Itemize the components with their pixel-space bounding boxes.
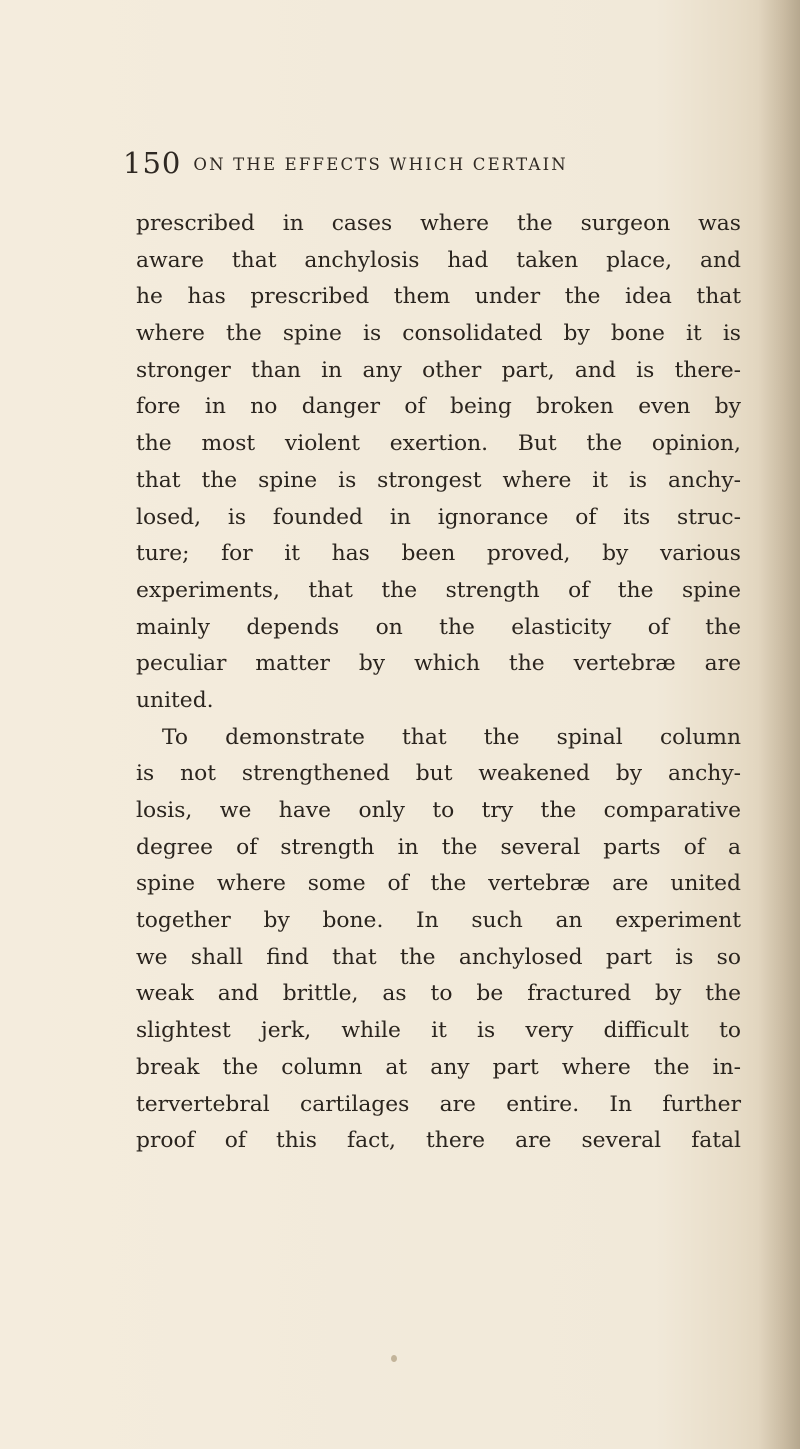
text-line: degree of strength in the several parts of a [136, 834, 741, 860]
page-number: 150 [123, 146, 182, 180]
text-line: losis, we have only to try the comparative [136, 798, 741, 823]
text-line: stronger than in any other part, and is there- [136, 357, 741, 383]
text-line: mainly depends on the elasticity of the [136, 614, 741, 640]
text-line: that the spine is strongest where it is anchy- [136, 467, 741, 493]
text-line: slightest jerk, while it is very difficult to [136, 1018, 741, 1044]
text-line: weak and brittle, as to be fractured by the [136, 981, 741, 1007]
text-line: experiments, that the strength of the spine [136, 577, 741, 603]
text-line: united. [136, 687, 214, 713]
text-line: aware that anchylosis had taken place, and [136, 247, 741, 273]
text-line: the most violent exertion. But the opinion, [136, 431, 741, 457]
body-text [136, 206, 741, 1160]
running-title: ON THE EFFECTS WHICH CERTAIN [193, 155, 568, 174]
text-line: ture; for it has been proved, by various [136, 541, 741, 567]
text-line: fore in no danger of being broken even by [136, 394, 741, 420]
running-head [123, 146, 743, 186]
ink-spot [391, 1355, 397, 1362]
text-line: break the column at any part where the in- [136, 1054, 741, 1080]
text-line: spine where some of the vertebræ are united [136, 871, 741, 897]
paragraph-start-line: To demonstrate that the spinal column [162, 724, 741, 750]
page-edge-shadow [758, 0, 800, 1449]
text-line: he has prescribed them under the idea that [136, 284, 741, 310]
text-line: proof of this fact, there are several fatal [136, 1128, 741, 1154]
text-line: we shall find that the anchylosed part is so [136, 944, 741, 970]
text-line: where the spine is consolidated by bone it is [136, 321, 741, 347]
text-line: prescribed in cases where the surgeon was [136, 211, 741, 236]
text-line: tervertebral cartilages are entire. In further [136, 1091, 741, 1117]
text-line: peculiar matter by which the vertebræ are [136, 651, 741, 677]
text-line: together by bone. In such an experiment [136, 908, 741, 934]
text-line: is not strengthened but weakened by anchy- [136, 761, 741, 787]
text-line: losed, is founded in ignorance of its struc- [136, 504, 741, 530]
